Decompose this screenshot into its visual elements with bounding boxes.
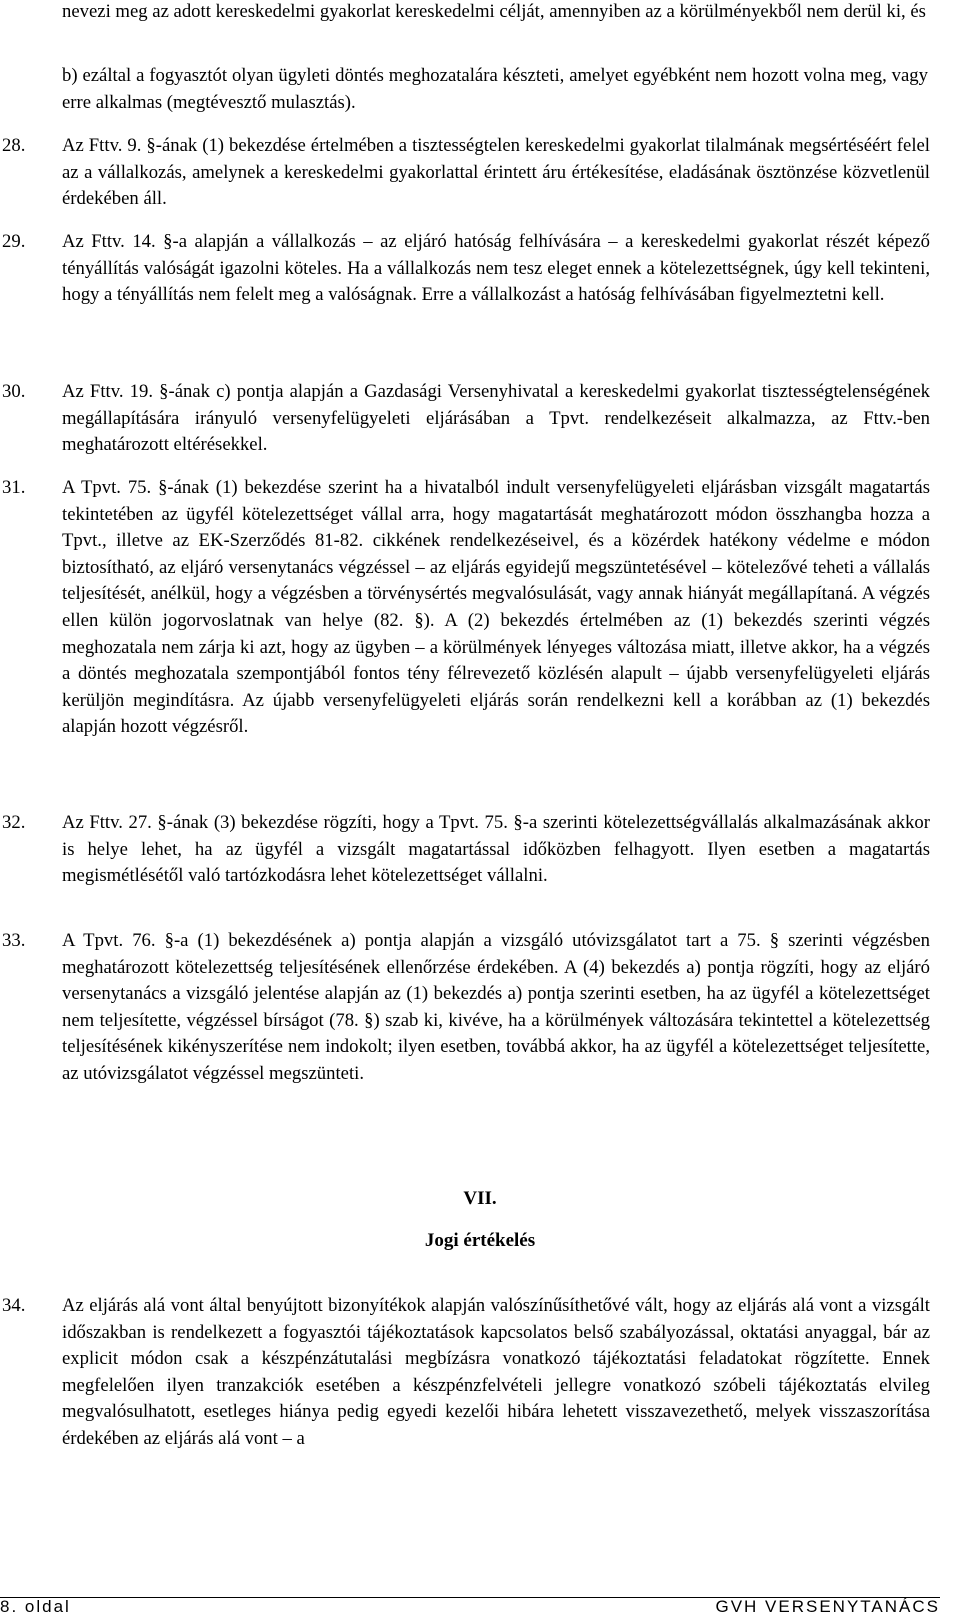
paragraph-text: Az eljárás alá vont által benyújtott bizonyítékok alapján valószínűsíthetővé vált, hogy az eljárás alá vont a vizsgált időszakban is rendelkezett a fogyasztói tájékoztatások kapcsolatos belső szabályozással, oktatási anyaggal, bár az explicit módon csak a készpénzátutalási megbízásra vonatkozó tájékoztatási feladatokat rögzítette. Ennek megfelelően ilyen tranzakciók esetében a készpénzfelvételi jellegre vonatkozó szóbeli tájékoztatás elvileg megvalósulhatott, esetleges hiánya pedig egyedi kezelői hibára lehetett visszavezethető, melyek visszaszorítása érdekében az eljárás alá vont – a (62, 1295, 930, 1449)
section-title: Jogi értékelés (424, 1230, 536, 1251)
paragraph-text: A Tpvt. 75. §-ának (1) bekezdése szerint ha a hivatalból indult versenyfelügyeleti eljárásban vizsgált magatartás tekintetében az ügyfél kötelezettséget vállal arra, hogy magatartását meghatározott módon összhangba hozza a Tpvt., illetve az EK-Szerződés 81-82. cikkének rendelkezéseivel, és a közérdek hatékony védelme e módon biztosítható, az eljáró versenytanács végzéssel – az eljárás egyidejű megszüntetésével – kötelezővé teheti a vállalás teljesítését, anélkül, hogy a végzésben a törvénysértés megvalósulását, vagy annak hiányát megállapítaná. A végzés ellen külön jogorvoslatnak van helye (82. §). A (2) bekezdés értelmében az (1) bekezdés szerinti végzés meghozatala nem zárja ki azt, hogy az ügyben – a körülmények lényeges változása miatt, illetve akkor, ha a végzés a döntés meghozatala szempontjából fontos tény félrevezető közlésén alapult – újabb versenyfelügyeleti eljárás kerüljön megindításra. Az újabb versenyfelügyeleti eljárás során rendelkezni kell a korábban az (1) bekezdés alapján hozott végzésről. (62, 477, 930, 738)
footer-page-number: 8. oldal (0, 1597, 71, 1616)
paragraph-text: Az Fttv. 19. §-ának c) pontja alapján a Gazdasági Versenyhivatal a kereskedelmi gyakorlat tisztességtelenségének megállapítására irányuló versenyfelügyeleti eljárásában a Tpvt. rendelkezéseit alkalmazza, az Fttv.-ben meghatározott eltérésekkel. (62, 381, 930, 456)
paragraph-number: 33. (2, 930, 26, 951)
paragraph-number: 31. (2, 477, 26, 498)
intro-line-b: b) ezáltal a fogyasztót olyan ügyleti döntés meghozatalára készteti, amelyet egyébként nem hozott volna meg, vagy erre alkalmas (megtévesztő mulasztás). (62, 65, 928, 113)
paragraph-number: 28. (2, 135, 26, 156)
paragraph-text: Az Fttv. 9. §-ának (1) bekezdése értelmében a tisztességtelen kereskedelmi gyakorlat tilalmának megsértéséért felel az a vállalkozás, amelynek a kereskedelmi gyakorlattal érintett áru értékesítése, eladásának ösztönzése közvetlenül érdekében áll. (62, 135, 930, 210)
paragraph-text: Az Fttv. 27. §-ának (3) bekezdése rögzíti, hogy a Tpvt. 75. §-a szerinti kötelezettségvállalás alkalmazásának akkor is helye lehet, ha az ügyfél a vizsgált magatartással időközben felhagyott. Ilyen esetben a magatartás megismétlésétől való tartózkodásra lehet kötelezettséget vállalni. (62, 812, 930, 887)
paragraph-number: 30. (2, 381, 26, 402)
footer-organization: GVH VERSENYTANÁCS (715, 1597, 940, 1616)
paragraph-text: Az Fttv. 14. §-a alapján a vállalkozás – az eljáró hatóság felhívására – a kereskedelmi gyakorlat részét képező tényállítás valóságát igazolni köteles. Ha a vállalkozás nem tesz eleget ennek a kötelezettségnek, úgy kell tekinteni, hogy a tényállítás nem felelt meg a valóságnak. Erre a vállalkozást a hatóság felhívásában figyelmeztetni kell. (62, 231, 930, 306)
paragraph-number: 34. (2, 1295, 26, 1316)
paragraph-number: 32. (2, 812, 26, 833)
paragraph-text: A Tpvt. 76. §-a (1) bekezdésének a) pontja alapján a vizsgáló utóvizsgálatot tart a 75. § szerinti végzésben meghatározott kötelezettség teljesítésének ellenőrzése érdekében. A (4) bekezdés a) pontja rögzíti, hogy az eljáró versenytanács a vizsgáló jelentése alapján az (1) bekezdés a) pontja szerinti esetben, ha az ügyfél a kötelezettséget nem teljesítette, végzéssel bírságot (78. §) szab ki, kivéve, ha a körülmények változására tekintettel a kötelezettség teljesítésének kikényszerítése nem indokolt; ilyen esetben, továbbá akkor, ha az ügyfél a kötelezettséget teljesítette, az utóvizsgálatot végzéssel megszünteti. (62, 930, 930, 1084)
intro-line-a: nevezi meg az adott kereskedelmi gyakorlat kereskedelmi célját, amennyiben az a körülményekből nem derül ki, és (62, 1, 926, 22)
section-number: VII. (463, 1188, 497, 1209)
paragraph-number: 29. (2, 231, 26, 252)
